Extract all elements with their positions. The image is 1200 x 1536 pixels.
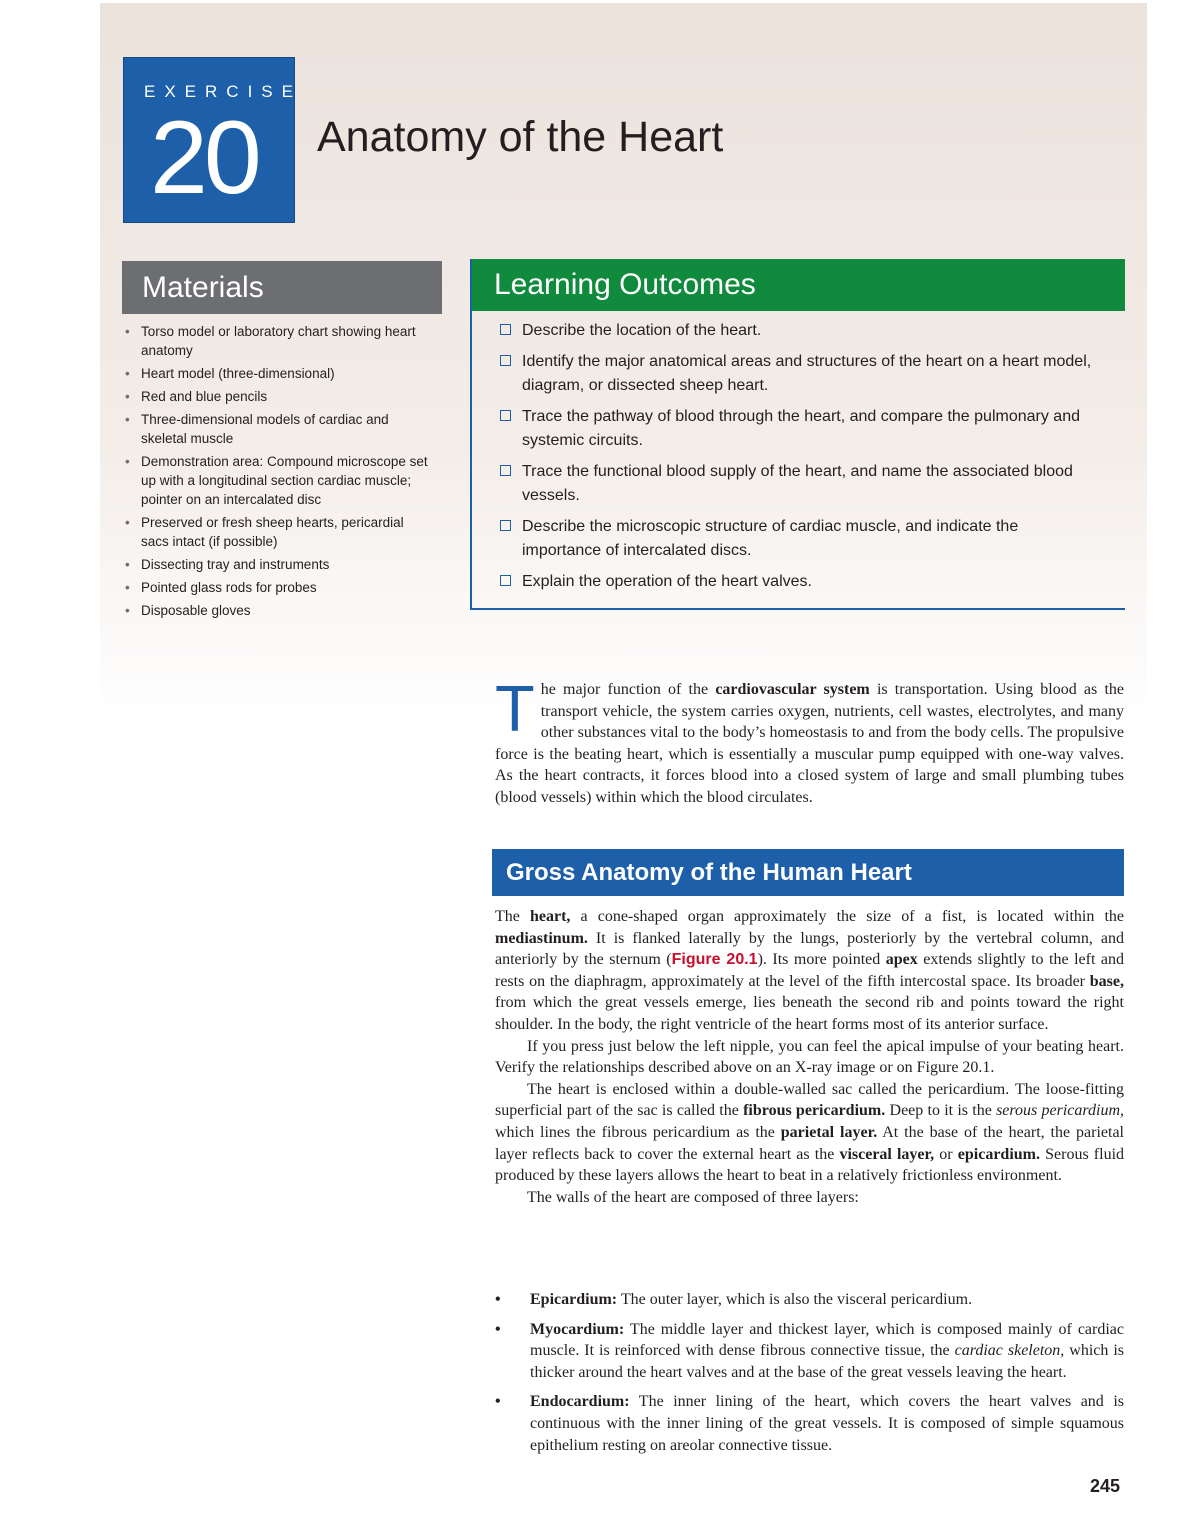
key-term: Myocardium: (530, 1320, 625, 1338)
bullet-icon: • (495, 1291, 501, 1308)
materials-heading: Materials (122, 261, 442, 314)
text-run: Deep to it is the (885, 1102, 997, 1120)
checkbox-icon (500, 355, 511, 366)
key-term: base, (1089, 972, 1124, 990)
heart-layers-list (495, 1289, 1124, 1464)
text-run: The outer layer, which is also the visceral pericardium. (617, 1291, 973, 1308)
learning-outcomes-list (500, 319, 1100, 601)
list-item (500, 515, 1100, 563)
text-run: It is flanked laterally by the lungs, posteriorly by the vertebral column, and anteriorly by the sternum ( (495, 929, 1124, 969)
list-item (495, 1319, 1124, 1384)
list-item (500, 460, 1100, 508)
figure-link[interactable]: Figure 20.1 (671, 951, 758, 969)
list-item (500, 405, 1100, 453)
outcome-text: Trace the pathway of blood through the heart, and compare the pulmonary and systemic circuits. (522, 408, 1080, 449)
drop-cap: T (495, 672, 535, 745)
text-run: he major function of the (540, 681, 716, 698)
list-item: • Heart model (three-dimensional) (123, 364, 433, 383)
bullet-icon: • (495, 1393, 501, 1411)
key-term: Epicardium: (530, 1291, 618, 1308)
paragraph: If you press just below the left nipple, you can feel the apical impulse of your beating heart. Verify the relationships described above on an X-ray image or on Figure 20.1. (495, 1037, 1124, 1077)
page-number: 245 (1090, 1476, 1121, 1496)
text-run: a cone-shaped organ approximately the size of a fist, is located within the (570, 908, 1125, 925)
list-item (495, 1391, 1124, 1456)
list-item: • Red and blue pencils (123, 387, 433, 406)
outcome-text: Explain the operation of the heart valves. (522, 573, 812, 590)
checkbox-icon (500, 324, 511, 335)
list-item: • Dissecting tray and instruments (123, 555, 433, 574)
list-item: • Torso model or laboratory chart showing heart anatomy (123, 322, 433, 360)
list-item (500, 350, 1100, 398)
text-run: ). Its more pointed (757, 951, 886, 969)
text-run: from which the great vessels emerge, lies beneath the second rib and points toward the right shoulder. In the body, the right ventricle of the heart forms most of its anterior surface. (495, 994, 1124, 1033)
key-term: cardiovascular system (715, 681, 870, 698)
list-item: • Demonstration area: Compound microscope set up with a longitudinal section cardiac muscle; pointer on an intercalated disc (123, 452, 433, 509)
list-item: • Pointed glass rods for probes (123, 578, 433, 597)
learning-outcomes-heading: Learning Outcomes (472, 259, 1125, 311)
outcome-text: Trace the functional blood supply of the heart, and name the associated blood vessels. (522, 463, 1073, 504)
checkbox-icon (500, 465, 511, 476)
exercise-number: 20 (150, 100, 258, 216)
text-run: The inner lining of the heart, which covers the heart valves and is continuous with the inner lining of the great vessels. It is composed of simple squamous epithelium resting on areolar connective tissue. (530, 1393, 1124, 1454)
key-term: parietal layer. (780, 1123, 878, 1141)
exercise-badge (123, 57, 302, 223)
text-run: extends slightly to the left and rests on the diaphragm, approximately at the level of the fifth intercostal space. Its broader (495, 951, 1125, 990)
text-run: is transportation. Using blood as the transport vehicle, the system carries oxygen, nutrients, cell wastes, electrolytes, and many other substances vital to the body’s homeostasis to and from the body cells. The propulsive force is the beating heart, which is essentially a muscular pump equipped with one-way valves. As the heart contracts, it forces blood into a closed system of large and small plumbing tubes (blood vessels) within which the blood circulates. (495, 681, 1124, 806)
section-body (495, 906, 1124, 1208)
outcome-text: Describe the microscopic structure of cardiac muscle, and indicate the importance of intercalated discs. (522, 518, 1019, 559)
list-item: • Disposable gloves (123, 601, 433, 620)
text-run: or (934, 1145, 958, 1163)
text-run: At the base of the heart, the parietal layer reflects back to cover the external heart as the (495, 1123, 1124, 1163)
key-term: Endocardium: (530, 1393, 630, 1411)
exercise-label: EXERCISE (144, 82, 302, 101)
key-term: fibrous pericardium. (743, 1102, 886, 1120)
key-term: apex (885, 951, 918, 969)
text-run: Serous fluid produced by these layers allows the heart to beat in a relatively frictionless environment. (495, 1145, 1125, 1185)
key-term: epicardium. (957, 1145, 1040, 1163)
checkbox-icon (500, 575, 511, 586)
text-run: The middle layer and thickest layer, which is composed mainly of cardiac muscle. It is reinforced with dense fibrous connective tissue, the (530, 1320, 1124, 1360)
paragraph (495, 906, 1124, 1036)
outcome-text: Identify the major anatomical areas and structures of the heart on a heart model, diagram, or dissected sheep heart. (522, 353, 1092, 394)
text-run: which is thicker around the heart valves and at the base of the great vessels leaving the heart. (530, 1342, 1124, 1381)
intro-paragraph (495, 672, 1124, 809)
list-item (500, 319, 1100, 343)
list-item: • Preserved or fresh sheep hearts, pericardial sacs intact (if possible) (123, 513, 433, 551)
materials-list (123, 322, 433, 624)
checkbox-icon (500, 520, 511, 531)
paragraph (495, 1079, 1124, 1187)
text-run: The heart is enclosed within a double-walled sac called the pericardium. The loose-fitting superficial part of the sac is called the (495, 1080, 1124, 1120)
key-term: visceral layer, (839, 1145, 935, 1163)
text-run: The (495, 908, 530, 925)
list-item (495, 1289, 1124, 1311)
checkbox-icon (500, 410, 511, 421)
key-term: mediastinum. (495, 929, 588, 947)
bullet-icon: • (495, 1320, 501, 1338)
list-item: • Three-dimensional models of cardiac and skeletal muscle (123, 410, 433, 448)
section-heading: Gross Anatomy of the Human Heart (492, 849, 1124, 896)
outcome-text: Describe the location of the heart. (522, 322, 762, 339)
learning-outcomes-panel (470, 259, 1125, 610)
italic-term: cardiac skeleton, (954, 1342, 1065, 1360)
paragraph: The walls of the heart are composed of three layers: (527, 1188, 859, 1206)
italic-term: serous pericardium, (996, 1102, 1125, 1120)
page-title: Anatomy of the Heart (317, 113, 724, 161)
key-term: heart, (529, 908, 571, 925)
text-run: which lines the fibrous pericardium as the (495, 1123, 781, 1141)
list-item (500, 570, 1100, 594)
